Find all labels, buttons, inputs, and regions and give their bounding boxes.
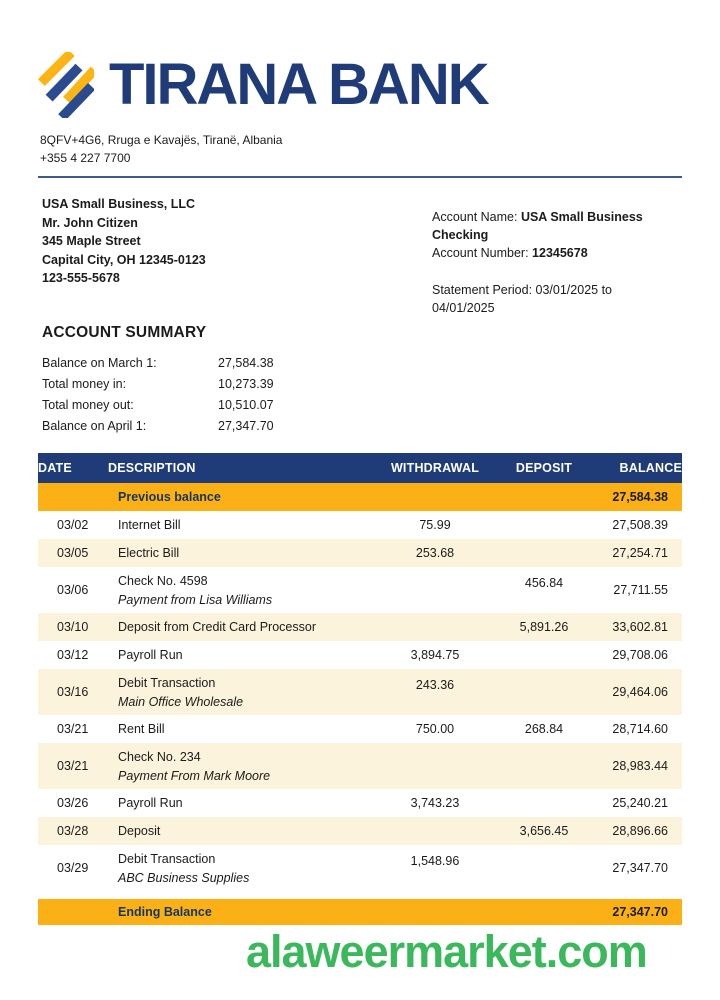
previous-balance-row — [38, 483, 682, 511]
transaction-balance: 27,254.71 — [612, 546, 668, 560]
summary-value: 27,347.70 — [218, 419, 274, 433]
summary-label: Total money out: — [42, 398, 134, 412]
transaction-description-sub: Payment from Lisa Williams — [118, 592, 273, 607]
transaction-withdrawal — [380, 817, 490, 845]
watermark-text: alaweermarket.com — [246, 926, 647, 977]
previous-balance-label: Previous balance — [118, 490, 221, 504]
transaction-balance: 28,714.60 — [612, 722, 668, 736]
transaction-date: 03/06 — [57, 583, 89, 597]
column-header-balance: BALANCE — [598, 453, 682, 483]
transaction-row — [38, 641, 682, 669]
previous-balance-amount: 27,584.38 — [612, 490, 668, 504]
transaction-balance: 27,711.55 — [613, 583, 668, 597]
transaction-balance: 27,508.39 — [612, 518, 668, 532]
transaction-date: 03/21 — [57, 759, 89, 773]
transaction-withdrawal: 3,894.75 — [410, 648, 460, 662]
transaction-withdrawal: 1,548.96 — [410, 854, 460, 868]
ending-balance-amount: 27,347.70 — [612, 905, 668, 919]
transaction-description — [108, 817, 380, 845]
table-header-row — [38, 453, 682, 483]
transaction-description-main: Check No. 234 — [118, 749, 201, 764]
transaction-deposit: 3,656.45 — [519, 824, 569, 838]
transaction-withdrawal: 253.68 — [415, 546, 455, 560]
transaction-deposit: 268.84 — [524, 722, 564, 736]
summary-value: 10,273.39 — [218, 377, 274, 391]
transaction-date: 03/12 — [57, 648, 89, 662]
transaction-row — [38, 743, 682, 789]
transaction-row — [38, 613, 682, 641]
brand-header — [38, 52, 682, 118]
summary-row — [42, 353, 720, 374]
account-summary — [42, 353, 720, 437]
summary-label: Balance on March 1: — [42, 356, 157, 370]
transaction-row — [38, 817, 682, 845]
transaction-deposit — [490, 641, 598, 669]
customer-block — [42, 195, 206, 317]
transaction-deposit — [490, 669, 598, 715]
transaction-row — [38, 669, 682, 715]
summary-row — [42, 374, 720, 395]
customer-line: 345 Maple Street — [42, 234, 141, 248]
account-number-line — [432, 244, 672, 262]
account-info-block — [432, 208, 672, 317]
customer-line: 123-555-5678 — [42, 271, 120, 285]
transaction-balance: 29,464.06 — [612, 685, 668, 699]
summary-value: 27,584.38 — [218, 356, 274, 370]
transaction-withdrawal: 3,743.23 — [410, 796, 460, 810]
statement-period-line — [432, 281, 672, 317]
transaction-row — [38, 715, 682, 743]
transaction-deposit — [490, 845, 598, 891]
transaction-withdrawal: 750.00 — [415, 722, 455, 736]
summary-row — [42, 416, 720, 437]
column-header-withdrawal: WITHDRAWAL — [380, 453, 490, 483]
account-name-line — [432, 208, 672, 244]
transaction-description-main: Deposit from Credit Card Processor — [118, 620, 316, 634]
transaction-description-main: Internet Bill — [118, 518, 181, 532]
transaction-withdrawal — [380, 567, 490, 613]
customer-line: Mr. John Citizen — [42, 215, 138, 230]
transaction-description-sub: ABC Business Supplies — [118, 870, 250, 885]
transaction-description-main: Payroll Run — [118, 648, 183, 662]
customer-line: USA Small Business, LLC — [42, 197, 196, 211]
ending-balance-row — [38, 899, 682, 925]
transaction-balance: 29,708.06 — [612, 648, 668, 662]
transaction-date: 03/26 — [57, 796, 89, 810]
header-divider — [38, 176, 682, 178]
transaction-date: 03/28 — [57, 824, 89, 838]
transaction-balance: 27,347.70 — [612, 861, 668, 875]
transaction-description-main: Electric Bill — [118, 546, 180, 560]
transaction-withdrawal: 243.36 — [415, 678, 455, 692]
transaction-date: 03/29 — [57, 861, 89, 875]
transaction-description-main: Payroll Run — [118, 796, 183, 810]
transactions-body — [38, 483, 682, 891]
transaction-row — [38, 511, 682, 539]
transaction-description — [108, 715, 380, 743]
statement-info-row — [42, 195, 672, 317]
summary-label: Total money in: — [42, 377, 127, 391]
bank-address: 8QFV+4G6, Rruga e Kavajës, Tiranë, Albania — [40, 133, 283, 147]
summary-label: Balance on April 1: — [42, 419, 147, 433]
transaction-balance: 28,896.66 — [612, 824, 668, 838]
transactions-table — [38, 453, 682, 891]
transaction-date: 03/16 — [57, 685, 89, 699]
transaction-description-sub: Main Office Wholesale — [118, 694, 244, 709]
transaction-description-sub: Payment From Mark Moore — [118, 768, 271, 783]
account-name-label: Account Name: — [432, 210, 521, 224]
bank-phone: +355 4 227 7700 — [40, 151, 131, 165]
transaction-description-main: Debit Transaction — [118, 675, 216, 690]
transaction-withdrawal — [380, 613, 490, 641]
account-summary-title: ACCOUNT SUMMARY — [42, 324, 207, 341]
transaction-deposit — [490, 789, 598, 817]
account-name-value: USA Small Business Checking — [432, 210, 643, 242]
transaction-deposit: 456.84 — [524, 576, 564, 590]
column-header-description: DESCRIPTION — [108, 453, 380, 483]
transaction-balance: 33,602.81 — [612, 620, 668, 634]
transaction-description-main: Rent Bill — [118, 722, 165, 736]
statement-period-label: Statement Period: — [432, 283, 536, 297]
account-number-label: Account Number: — [432, 246, 533, 260]
account-number-value: 12345678 — [532, 246, 588, 260]
customer-line: Capital City, OH 12345-0123 — [42, 252, 206, 267]
transaction-deposit — [490, 511, 598, 539]
transaction-description — [108, 669, 380, 715]
column-header-date: DATE — [38, 453, 108, 483]
transaction-deposit: 5,891.26 — [519, 620, 569, 634]
transaction-deposit — [490, 743, 598, 789]
transaction-balance: 28,983.44 — [612, 759, 668, 773]
transaction-description — [108, 845, 380, 891]
bank-address-block — [40, 131, 720, 167]
summary-value: 10,510.07 — [218, 398, 274, 412]
statement-period-value: 03/01/2025 to 04/01/2025 — [432, 283, 612, 315]
transaction-description-main: Deposit — [118, 824, 161, 838]
ending-balance-label: Ending Balance — [118, 905, 212, 919]
transaction-deposit — [490, 539, 598, 567]
transaction-description-main: Debit Transaction — [118, 851, 216, 866]
transaction-withdrawal — [380, 743, 490, 789]
transaction-description — [108, 613, 380, 641]
transaction-date: 03/21 — [57, 722, 89, 736]
transaction-description — [108, 789, 380, 817]
bank-logo-icon — [38, 52, 94, 118]
transaction-date: 03/02 — [57, 518, 89, 532]
transaction-withdrawal: 75.99 — [419, 518, 451, 532]
transaction-date: 03/05 — [57, 546, 89, 560]
summary-row — [42, 395, 720, 416]
transaction-description — [108, 567, 380, 613]
transaction-row — [38, 567, 682, 613]
column-header-deposit: DEPOSIT — [490, 453, 598, 483]
transaction-row — [38, 845, 682, 891]
transaction-description — [108, 641, 380, 669]
transaction-row — [38, 789, 682, 817]
transaction-description — [108, 539, 380, 567]
transaction-balance: 25,240.21 — [612, 796, 668, 810]
bank-name: TIRANA BANK — [109, 52, 488, 117]
transaction-description-main: Check No. 4598 — [118, 573, 208, 588]
transaction-date: 03/10 — [57, 620, 89, 634]
previous-balance-date — [38, 483, 108, 511]
transaction-description — [108, 743, 380, 789]
transaction-row — [38, 539, 682, 567]
transaction-description — [108, 511, 380, 539]
